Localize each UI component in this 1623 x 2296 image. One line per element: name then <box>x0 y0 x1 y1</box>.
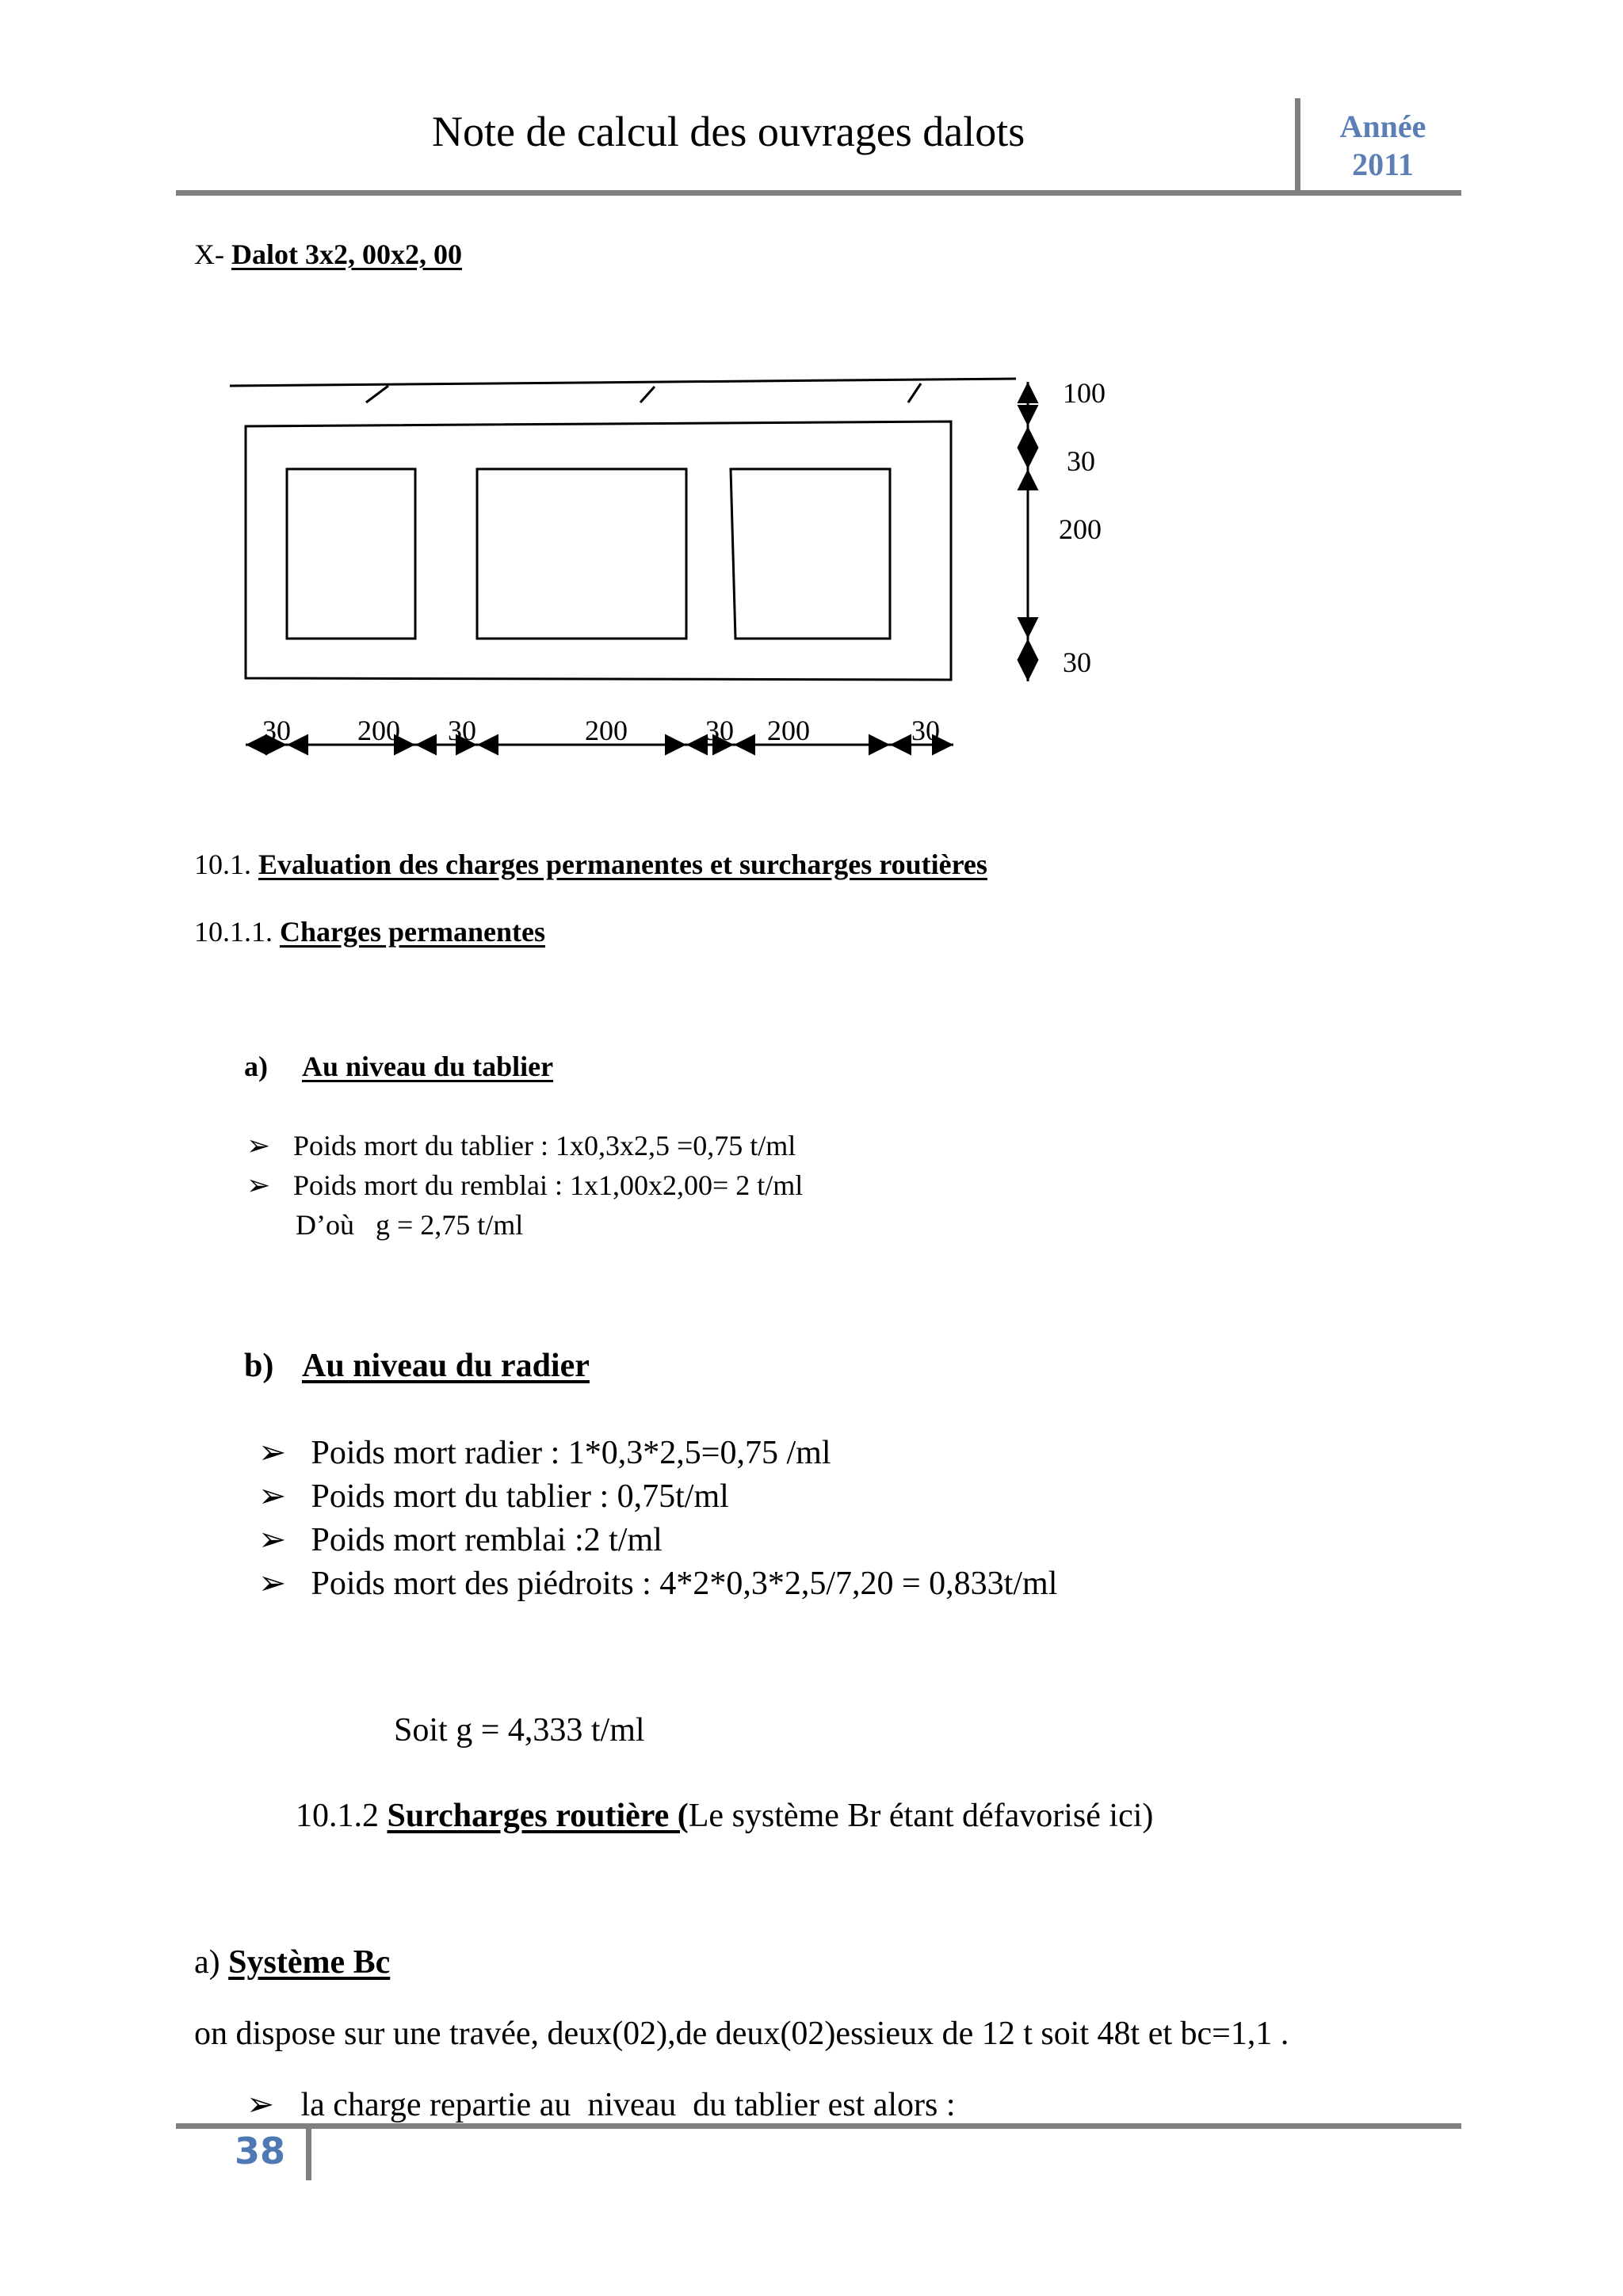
subsection-number: 10.1. <box>194 849 251 880</box>
tablier-result: D’où g = 2,75 t/ml <box>296 1209 524 1241</box>
year-value: 2011 <box>1352 147 1414 182</box>
subsection-title: Surcharges routière ( <box>387 1798 689 1834</box>
footer-rule <box>176 2123 1461 2129</box>
list-item: ➢ Poids mort remblai :2 t/ml <box>258 1520 663 1559</box>
dim-label: 200 <box>767 715 810 746</box>
subsection-note: Le système Br étant défavorisé ici) <box>688 1798 1154 1834</box>
subsection-number: 10.1.1. <box>194 916 273 948</box>
arrow-bullet-icon: ➢ <box>258 1435 287 1471</box>
header-year <box>1304 108 1462 184</box>
subsection-number: 10.1.2 <box>296 1798 379 1834</box>
subsection-10-1 <box>194 848 987 881</box>
dim-label: 30 <box>911 715 940 746</box>
document-title: Note de calcul des ouvrages dalots <box>432 108 1025 155</box>
page-number: 38 <box>235 2130 286 2172</box>
subsection-title: Charges permanentes <box>280 916 545 948</box>
year-label: Année <box>1339 109 1426 144</box>
tablier-marker: a) <box>244 1051 268 1082</box>
arrow-bullet-icon: ➢ <box>258 1478 287 1515</box>
radier-result: Soit g = 4,333 t/ml <box>394 1712 645 1749</box>
dim-label: 200 <box>585 715 628 746</box>
tablier-title: Au niveau du tablier <box>302 1051 554 1082</box>
dim-label: 200 <box>357 715 400 746</box>
dim-label: 200 <box>1059 513 1102 545</box>
list-item: ➢ Poids mort des piédroits : 4*2*0,3*2,5/7,20 = 0,833t/ml <box>258 1563 1057 1603</box>
subsection-10-1-1 <box>194 915 545 948</box>
arrow-bullet-icon: ➢ <box>246 2087 275 2123</box>
list-item: ➢ Poids mort du tablier : 1x0,3x2,5 =0,75 t/ml <box>246 1130 796 1161</box>
radier-marker: b) <box>244 1348 274 1384</box>
subsection-title: Evaluation des charges permanentes et surcharges routières <box>258 849 987 880</box>
header-rule <box>176 190 1461 196</box>
radier-title: Au niveau du radier <box>302 1348 590 1384</box>
dim-label: 30 <box>1063 646 1091 678</box>
arrow-bullet-icon: ➢ <box>246 1169 271 1201</box>
list-item: ➢ Poids mort radier : 1*0,3*2,5=0,75 /ml <box>258 1432 831 1472</box>
bc-title: Système Bc <box>228 1944 391 1981</box>
arrow-bullet-icon: ➢ <box>258 1566 287 1602</box>
ground-line <box>230 379 1016 386</box>
dim-label: 30 <box>1067 445 1095 477</box>
section-prefix: X- <box>194 238 224 270</box>
arrow-bullet-icon: ➢ <box>246 1130 271 1161</box>
culvert-outline <box>246 421 951 680</box>
dim-label: 30 <box>262 715 291 746</box>
arrow-bullet-icon: ➢ <box>258 1522 287 1558</box>
bc-heading <box>194 1943 390 1981</box>
list-item: ➢ la charge repartie au niveau du tablier est alors : <box>246 2084 956 2124</box>
list-item: ➢ Poids mort du tablier : 0,75t/ml <box>258 1476 729 1516</box>
dim-label: 30 <box>448 715 476 746</box>
cell-left <box>287 469 415 639</box>
dim-label: 100 <box>1063 377 1106 409</box>
bc-paragraph: on dispose sur une travée, deux(02),de deux(02)essieux de 12 t soit 48t et bc=1,1 . <box>194 2016 1289 2052</box>
section-heading <box>194 238 462 271</box>
subsection-10-1-2 <box>296 1797 1153 1835</box>
cell-right <box>731 469 890 639</box>
header-divider <box>1295 98 1300 195</box>
dim-label: 30 <box>705 715 734 746</box>
list-item: ➢ Poids mort du remblai : 1x1,00x2,00= 2 t/ml <box>246 1169 804 1201</box>
bc-marker: a) <box>194 1944 220 1981</box>
box-culvert-diagram <box>214 360 1106 757</box>
section-title: Dalot 3x2, 00x2, 00 <box>231 238 462 270</box>
cell-middle <box>477 469 686 639</box>
footer-divider <box>306 2128 311 2180</box>
